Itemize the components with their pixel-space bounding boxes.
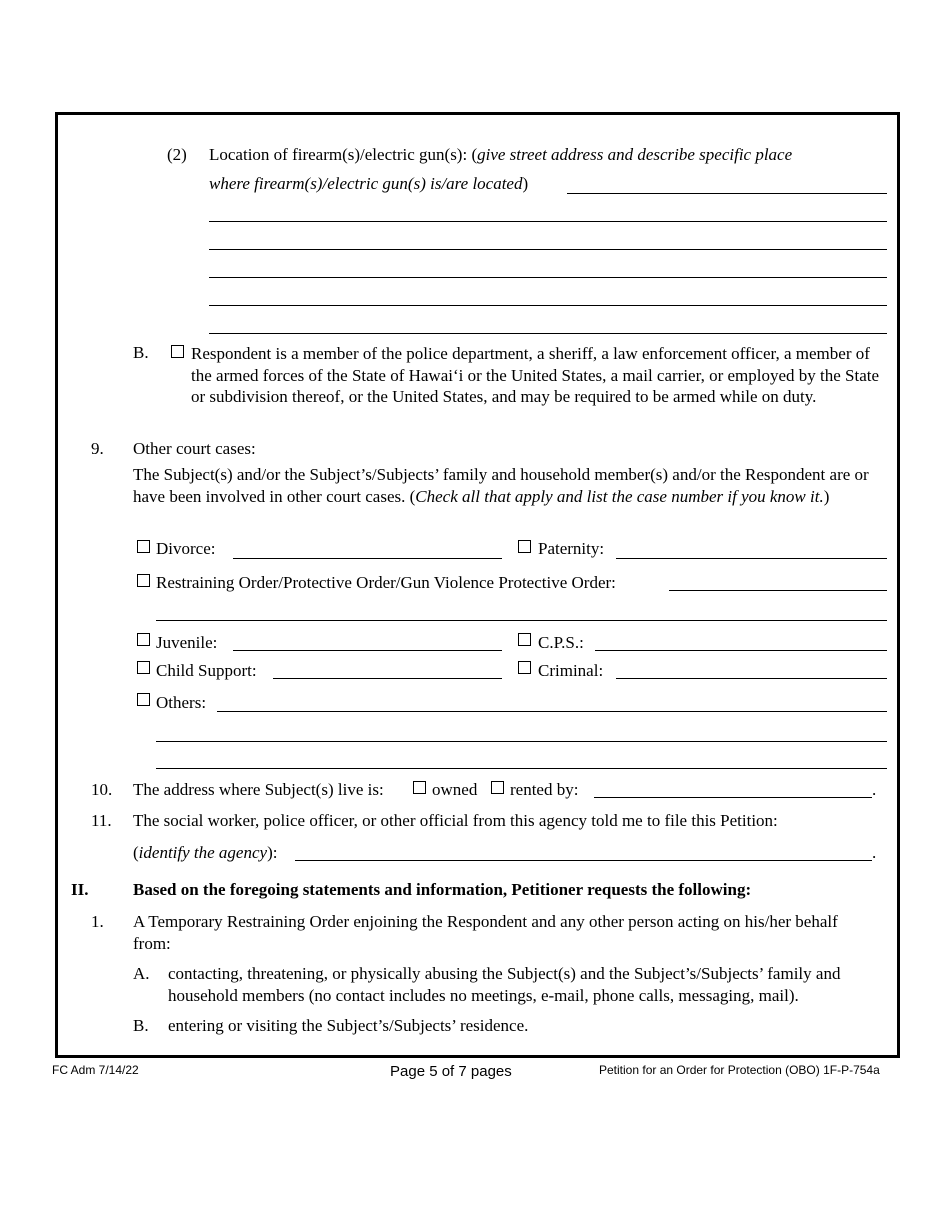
others-field-1[interactable]	[217, 711, 887, 712]
item-number-11: 11.	[91, 811, 112, 830]
item-number-9: 9.	[91, 439, 104, 458]
respondent-member-text: Respondent is a member of the police department, a sheriff, a law enforcement officer, a member of the armed forces of the State of Hawai‘i or the United States, a mail carrier, or employed by the State or subdivision thereof, or the United States, and may be required to be armed while on duty.	[191, 344, 880, 406]
location-field-line-5[interactable]	[209, 305, 887, 306]
location-field-line-1[interactable]	[567, 193, 887, 194]
restraining-order-field-2[interactable]	[156, 620, 887, 621]
juvenile-label: Juvenile:	[156, 633, 218, 652]
restraining-order-checkbox[interactable]	[137, 574, 150, 587]
divorce-field[interactable]	[233, 558, 502, 559]
item-number-10: 10.	[91, 780, 113, 799]
cps-label: C.P.S.:	[538, 633, 584, 652]
request-b-text: entering or visiting the Subject’s/Subjects’ residence.	[168, 1016, 529, 1035]
others-label: Others:	[156, 693, 207, 712]
child-support-label: Child Support:	[156, 661, 257, 680]
criminal-field[interactable]	[616, 678, 887, 679]
paternity-checkbox[interactable]	[518, 540, 531, 553]
address-text: The address where Subject(s) live is:	[133, 780, 384, 799]
criminal-checkbox[interactable]	[518, 661, 531, 674]
cps-field[interactable]	[595, 650, 887, 651]
others-field-3[interactable]	[156, 768, 887, 769]
paternity-field[interactable]	[616, 558, 887, 559]
agency-period: .	[872, 843, 877, 862]
juvenile-field[interactable]	[233, 650, 502, 651]
child-support-field[interactable]	[273, 678, 502, 679]
location-label: Location of firearm(s)/electric gun(s): (give street address and describe specific place	[209, 145, 793, 164]
child-support-checkbox[interactable]	[137, 661, 150, 674]
location-field-line-6[interactable]	[209, 333, 887, 334]
section-2-number: II.	[71, 880, 89, 899]
restraining-order-field-1[interactable]	[669, 590, 887, 591]
location-field-line-2[interactable]	[209, 221, 887, 222]
item-number-2: (2)	[167, 145, 187, 164]
other-court-cases-title: Other court cases:	[133, 439, 256, 458]
owned-checkbox[interactable]	[413, 781, 426, 794]
criminal-label: Criminal:	[538, 661, 604, 680]
other-court-cases-desc: The Subject(s) and/or the Subject’s/Subjects’ family and household member(s) and/or the Respondent are or have been involved in other court cases. (Check all that apply and list the case number if you know it.)	[133, 465, 869, 506]
cps-checkbox[interactable]	[518, 633, 531, 646]
others-field-2[interactable]	[156, 741, 887, 742]
agency-label: (identify the agency):	[133, 843, 278, 862]
divorce-label: Divorce:	[156, 539, 216, 558]
footer-form-title: Petition for an Order for Protection (OBO) 1F-P-754a	[599, 1063, 880, 1077]
request-a-letter: A.	[133, 964, 150, 983]
location-label-cont: where firearm(s)/electric gun(s) is/are located)	[209, 174, 529, 193]
rented-by-field[interactable]	[594, 797, 872, 798]
rented-label: rented by:	[510, 780, 579, 799]
others-checkbox[interactable]	[137, 693, 150, 706]
footer-form-date: FC Adm 7/14/22	[52, 1063, 139, 1077]
location-field-line-4[interactable]	[209, 277, 887, 278]
item-b-letter: B.	[133, 343, 149, 362]
respondent-member-checkbox[interactable]	[171, 345, 184, 358]
request-item-1-number: 1.	[91, 912, 104, 931]
footer-page-number: Page 5 of 7 pages	[390, 1063, 512, 1080]
request-a-text: contacting, threatening, or physically abusing the Subject(s) and the Subject’s/Subjects’ family and household members (no contact includes no meetings, e-mail, phone calls, messaging, mail).	[168, 964, 841, 1005]
agency-text: The social worker, police officer, or other official from this agency told me to file this Petition:	[133, 811, 778, 830]
address-period: .	[872, 780, 877, 799]
paternity-label: Paternity:	[538, 539, 605, 558]
agency-field[interactable]	[295, 860, 872, 861]
location-field-line-3[interactable]	[209, 249, 887, 250]
rented-checkbox[interactable]	[491, 781, 504, 794]
request-item-1-text: A Temporary Restraining Order enjoining the Respondent and any other person acting on his/her behalf from:	[133, 912, 838, 953]
section-2-heading: Based on the foregoing statements and information, Petitioner requests the following:	[133, 880, 752, 899]
owned-label: owned	[432, 780, 478, 799]
restraining-order-label: Restraining Order/Protective Order/Gun Violence Protective Order:	[156, 573, 616, 592]
juvenile-checkbox[interactable]	[137, 633, 150, 646]
request-b-letter: B.	[133, 1016, 149, 1035]
divorce-checkbox[interactable]	[137, 540, 150, 553]
